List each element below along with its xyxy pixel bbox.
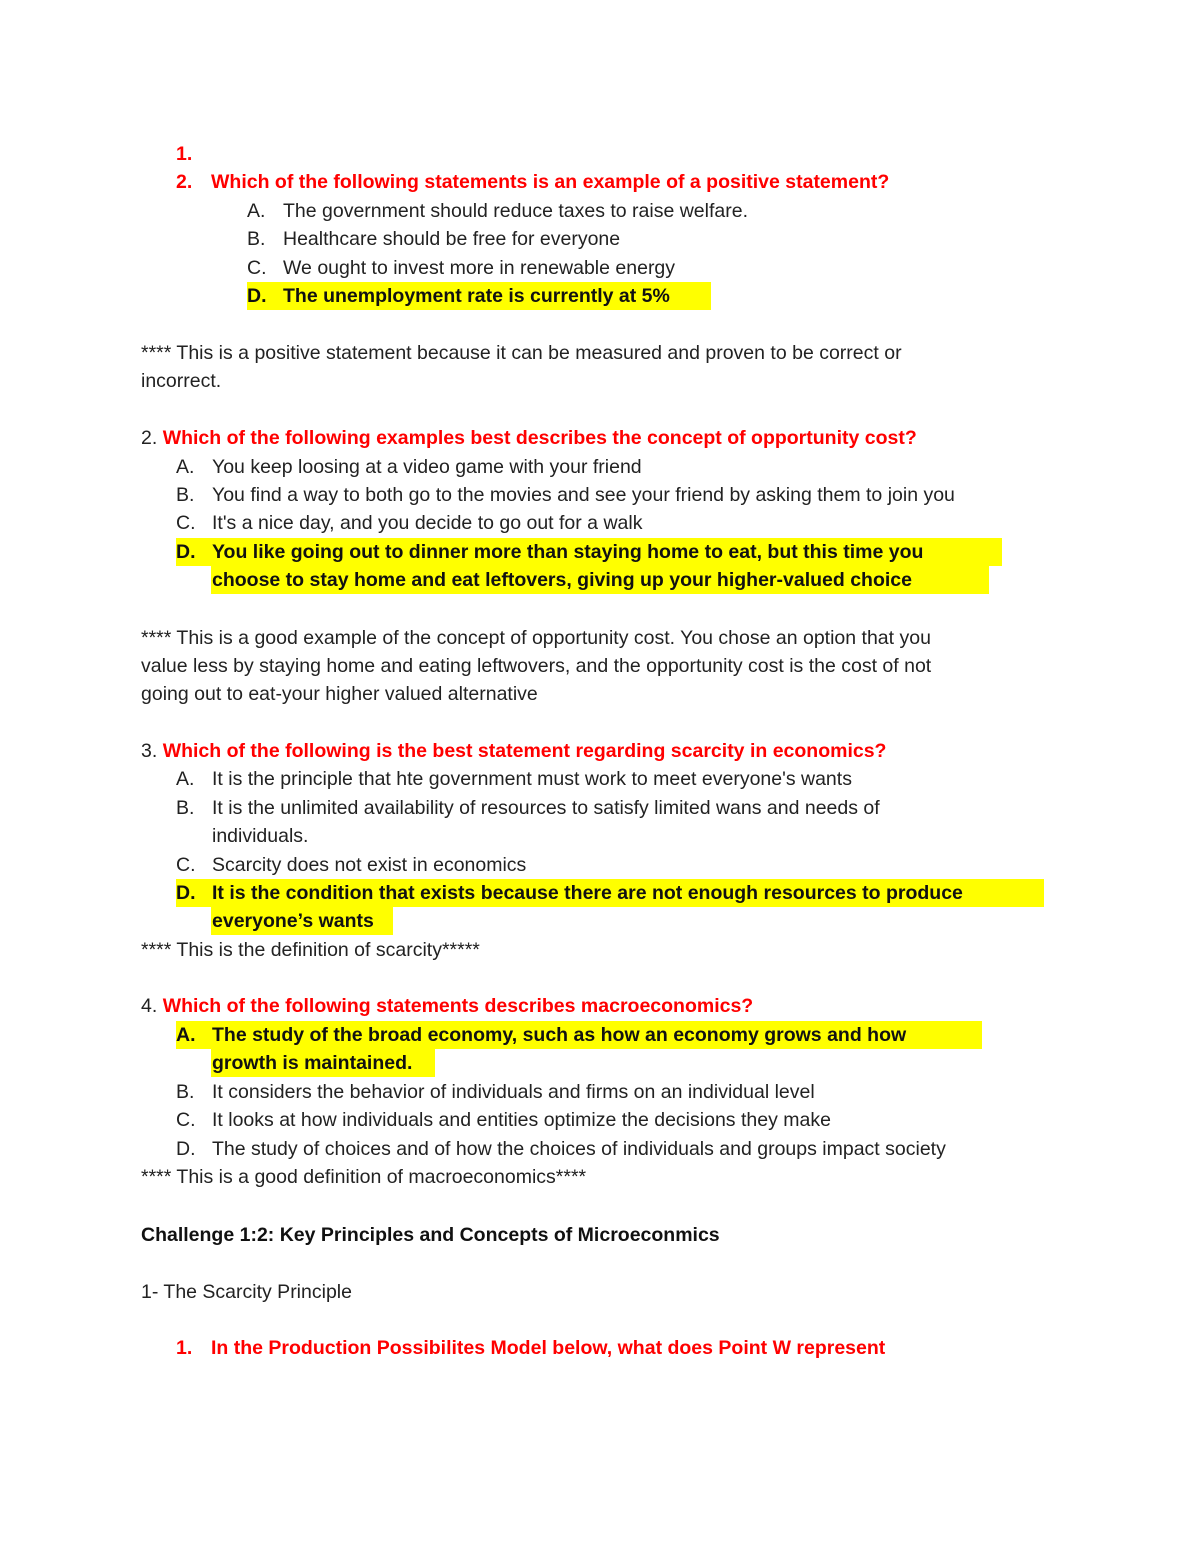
option-text: It considers the behavior of individuals and firms on an individual level (212, 1081, 815, 1103)
question-number: 4. (141, 995, 158, 1017)
explanation: going out to eat-your higher valued alternative (141, 683, 538, 705)
explanation: **** This is the definition of scarcity***** (141, 939, 480, 961)
option-text: We ought to invest more in renewable energy (283, 257, 676, 279)
option-letter: C. (247, 257, 267, 279)
section-subheading: 1- The Scarcity Principle (141, 1281, 352, 1303)
option-letter: A. (176, 1024, 196, 1046)
explanation: **** This is a good example of the concept of opportunity cost. You chose an option that you (141, 627, 931, 649)
question-number: 2. (141, 427, 158, 449)
question-text: Which of the following statements describes macroeconomics? (162, 995, 754, 1017)
list-number: 1. (176, 1337, 193, 1359)
list-number: 1. (176, 143, 193, 165)
option-text: growth is maintained. (212, 1052, 413, 1074)
option-text: It is the principle that hte government must work to meet everyone's wants (212, 768, 852, 790)
option-text: individuals. (212, 825, 309, 847)
option-text: You keep loosing at a video game with your friend (212, 456, 642, 478)
option-text: The study of the broad economy, such as how an economy grows and how (212, 1024, 907, 1046)
option-text: The unemployment rate is currently at 5% (283, 285, 670, 307)
option-letter: D. (176, 882, 196, 904)
explanation: **** This is a good definition of macroeconomics**** (141, 1166, 587, 1188)
explanation: incorrect. (141, 370, 222, 392)
option-letter: D. (247, 285, 267, 307)
option-text: It looks at how individuals and entities optimize the decisions they make (212, 1109, 831, 1131)
option-text: The government should reduce taxes to raise welfare. (283, 200, 749, 222)
section-heading: Challenge 1:2: Key Principles and Concepts of Microeconmics (141, 1224, 720, 1246)
question-opportunity-cost (141, 424, 917, 452)
question-text: Which of the following is the best statement regarding scarcity in economics? (162, 740, 887, 762)
option-letter: B. (176, 797, 195, 819)
option-letter: C. (176, 512, 196, 534)
option-text: You find a way to both go to the movies and see your friend by asking them to join you (212, 484, 955, 506)
option-letter: C. (176, 854, 196, 876)
option-text: choose to stay home and eat leftovers, giving up your higher-valued choice (212, 569, 912, 591)
option-text: The study of choices and of how the choices of individuals and groups impact society (212, 1138, 946, 1160)
option-text: You like going out to dinner more than staying home to eat, but this time you (212, 541, 924, 563)
question-scarcity (141, 737, 886, 765)
option-text: It is the unlimited availability of resources to satisfy limited wans and needs of (212, 797, 880, 819)
question-text: Which of the following examples best describes the concept of opportunity cost? (162, 427, 917, 449)
option-text: It is the condition that exists because there are not enough resources to produce (212, 882, 963, 904)
option-text: everyone’s wants (212, 910, 374, 932)
option-letter: B. (176, 484, 195, 506)
option-letter: A. (176, 456, 195, 478)
option-letter: D. (176, 1138, 196, 1160)
option-letter: C. (176, 1109, 196, 1131)
explanation: value less by staying home and eating leftwovers, and the opportunity cost is the cost of not (141, 655, 932, 677)
option-letter: D. (176, 541, 196, 563)
question-text: Which of the following statements is an example of a positive statement? (211, 171, 890, 193)
option-text: Scarcity does not exist in economics (212, 854, 527, 876)
option-text: It's a nice day, and you decide to go out for a walk (212, 512, 643, 534)
option-letter: A. (176, 768, 195, 790)
question-number: 3. (141, 740, 158, 762)
explanation: **** This is a positive statement because it can be measured and proven to be correct or (141, 342, 902, 364)
option-letter: A. (247, 200, 266, 222)
option-text: Healthcare should be free for everyone (283, 228, 621, 250)
question-text: In the Production Possibilites Model below, what does Point W represent (211, 1337, 886, 1359)
option-letter: B. (176, 1081, 195, 1103)
list-number: 2. (176, 171, 193, 193)
question-macroeconomics (141, 992, 753, 1020)
option-letter: B. (247, 228, 266, 250)
